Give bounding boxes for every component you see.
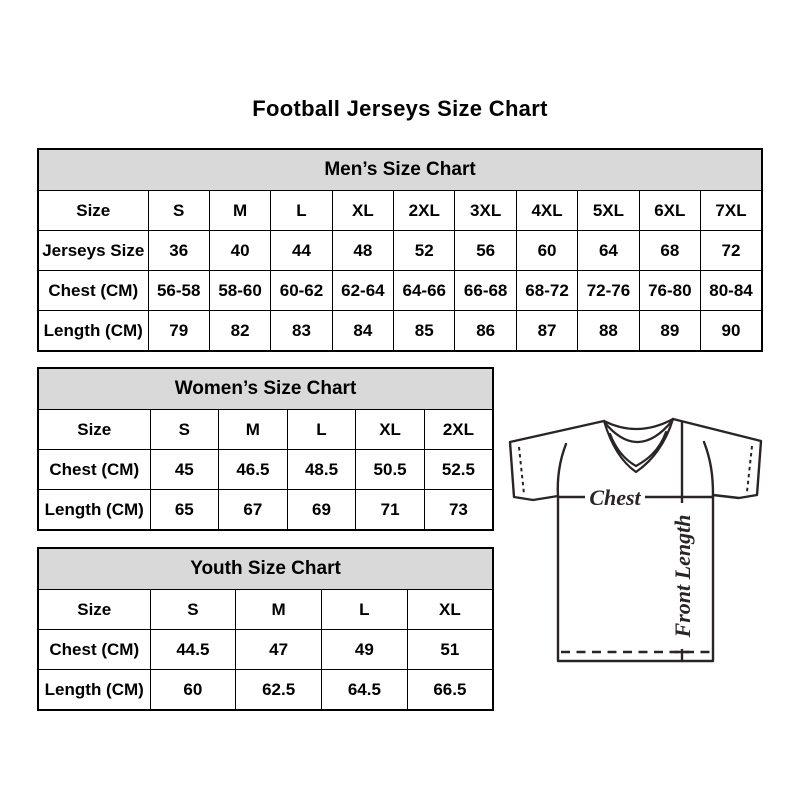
value-cell: 62.5 xyxy=(236,670,322,711)
value-cell: 68 xyxy=(639,231,700,271)
jersey-collar xyxy=(604,419,673,472)
value-cell: 87 xyxy=(516,311,577,352)
value-cell: 45 xyxy=(150,450,219,490)
table-row xyxy=(38,271,762,311)
table-row xyxy=(38,231,762,271)
table-section-title: Men’s Size Chart xyxy=(38,149,762,191)
value-cell: 72 xyxy=(701,231,762,271)
column-header-cell: M xyxy=(236,590,322,630)
value-cell: 84 xyxy=(332,311,393,352)
value-cell: 69 xyxy=(287,490,356,531)
value-cell: 67 xyxy=(219,490,288,531)
value-cell: 47 xyxy=(236,630,322,670)
column-header-cell: 6XL xyxy=(639,191,700,231)
column-header-cell: 4XL xyxy=(516,191,577,231)
value-cell: 82 xyxy=(209,311,270,352)
value-cell: 40 xyxy=(209,231,270,271)
row-label-cell: Jerseys Size xyxy=(38,231,148,271)
value-cell: 48.5 xyxy=(287,450,356,490)
value-cell: 36 xyxy=(148,231,209,271)
value-cell: 52 xyxy=(394,231,455,271)
value-cell: 66-68 xyxy=(455,271,516,311)
column-header-cell: 3XL xyxy=(455,191,516,231)
table-row xyxy=(38,450,493,490)
value-cell: 79 xyxy=(148,311,209,352)
value-cell: 71 xyxy=(356,490,425,531)
womens-size-chart-table xyxy=(37,367,494,531)
jersey-measurement-diagram xyxy=(505,410,765,670)
value-cell: 51 xyxy=(407,630,493,670)
value-cell: 48 xyxy=(332,231,393,271)
value-cell: 88 xyxy=(578,311,639,352)
value-cell: 90 xyxy=(701,311,762,352)
column-header-cell: XL xyxy=(356,410,425,450)
value-cell: 64-66 xyxy=(394,271,455,311)
column-header-cell: S xyxy=(150,590,236,630)
value-cell: 68-72 xyxy=(516,271,577,311)
row-label-cell: Size xyxy=(38,191,148,231)
column-header-cell: S xyxy=(150,410,219,450)
value-cell: 85 xyxy=(394,311,455,352)
column-header-cell: M xyxy=(219,410,288,450)
table-title-row xyxy=(38,368,493,410)
column-header-cell: M xyxy=(209,191,270,231)
row-label-cell: Chest (CM) xyxy=(38,271,148,311)
row-label-cell: Size xyxy=(38,410,150,450)
jersey-outline xyxy=(510,419,761,661)
value-cell: 60 xyxy=(516,231,577,271)
value-cell: 49 xyxy=(322,630,408,670)
chest-label: Chest xyxy=(589,485,641,510)
value-cell: 64.5 xyxy=(322,670,408,711)
column-header-cell: XL xyxy=(407,590,493,630)
table-section-title: Youth Size Chart xyxy=(38,548,493,590)
value-cell: 83 xyxy=(271,311,332,352)
youth-size-chart-table xyxy=(37,547,494,711)
value-cell: 60 xyxy=(150,670,236,711)
row-label-cell: Chest (CM) xyxy=(38,630,150,670)
column-header-cell: S xyxy=(148,191,209,231)
row-label-cell: Chest (CM) xyxy=(38,450,150,490)
value-cell: 50.5 xyxy=(356,450,425,490)
value-cell: 56-58 xyxy=(148,271,209,311)
size-table xyxy=(37,547,494,711)
value-cell: 44.5 xyxy=(150,630,236,670)
value-cell: 76-80 xyxy=(639,271,700,311)
mens-size-chart-table xyxy=(37,148,763,352)
value-cell: 89 xyxy=(639,311,700,352)
table-row xyxy=(38,490,493,531)
row-label-cell: Size xyxy=(38,590,150,630)
value-cell: 60-62 xyxy=(271,271,332,311)
table-row xyxy=(38,630,493,670)
value-cell: 65 xyxy=(150,490,219,531)
column-header-cell: XL xyxy=(332,191,393,231)
value-cell: 52.5 xyxy=(424,450,493,490)
table-row xyxy=(38,311,762,352)
value-cell: 56 xyxy=(455,231,516,271)
column-header-cell: 2XL xyxy=(424,410,493,450)
value-cell: 72-76 xyxy=(578,271,639,311)
value-cell: 66.5 xyxy=(407,670,493,711)
value-cell: 44 xyxy=(271,231,332,271)
column-header-row xyxy=(38,590,493,630)
column-header-cell: L xyxy=(287,410,356,450)
column-header-cell: 7XL xyxy=(701,191,762,231)
value-cell: 46.5 xyxy=(219,450,288,490)
table-title-row xyxy=(38,149,762,191)
column-header-cell: L xyxy=(271,191,332,231)
size-table xyxy=(37,148,763,352)
table-title-row xyxy=(38,548,493,590)
column-header-cell: L xyxy=(322,590,408,630)
table-section-title: Women’s Size Chart xyxy=(38,368,493,410)
row-label-cell: Length (CM) xyxy=(38,311,148,352)
value-cell: 62-64 xyxy=(332,271,393,311)
front-length-label: Front Length xyxy=(670,514,695,638)
row-label-cell: Length (CM) xyxy=(38,490,150,531)
value-cell: 64 xyxy=(578,231,639,271)
column-header-row xyxy=(38,410,493,450)
size-table xyxy=(37,367,494,531)
column-header-cell: 2XL xyxy=(394,191,455,231)
column-header-cell: 5XL xyxy=(578,191,639,231)
table-row xyxy=(38,670,493,711)
page-title: Football Jerseys Size Chart xyxy=(252,96,548,121)
column-header-row xyxy=(38,191,762,231)
row-label-cell: Length (CM) xyxy=(38,670,150,711)
value-cell: 73 xyxy=(424,490,493,531)
value-cell: 80-84 xyxy=(701,271,762,311)
value-cell: 58-60 xyxy=(209,271,270,311)
value-cell: 86 xyxy=(455,311,516,352)
